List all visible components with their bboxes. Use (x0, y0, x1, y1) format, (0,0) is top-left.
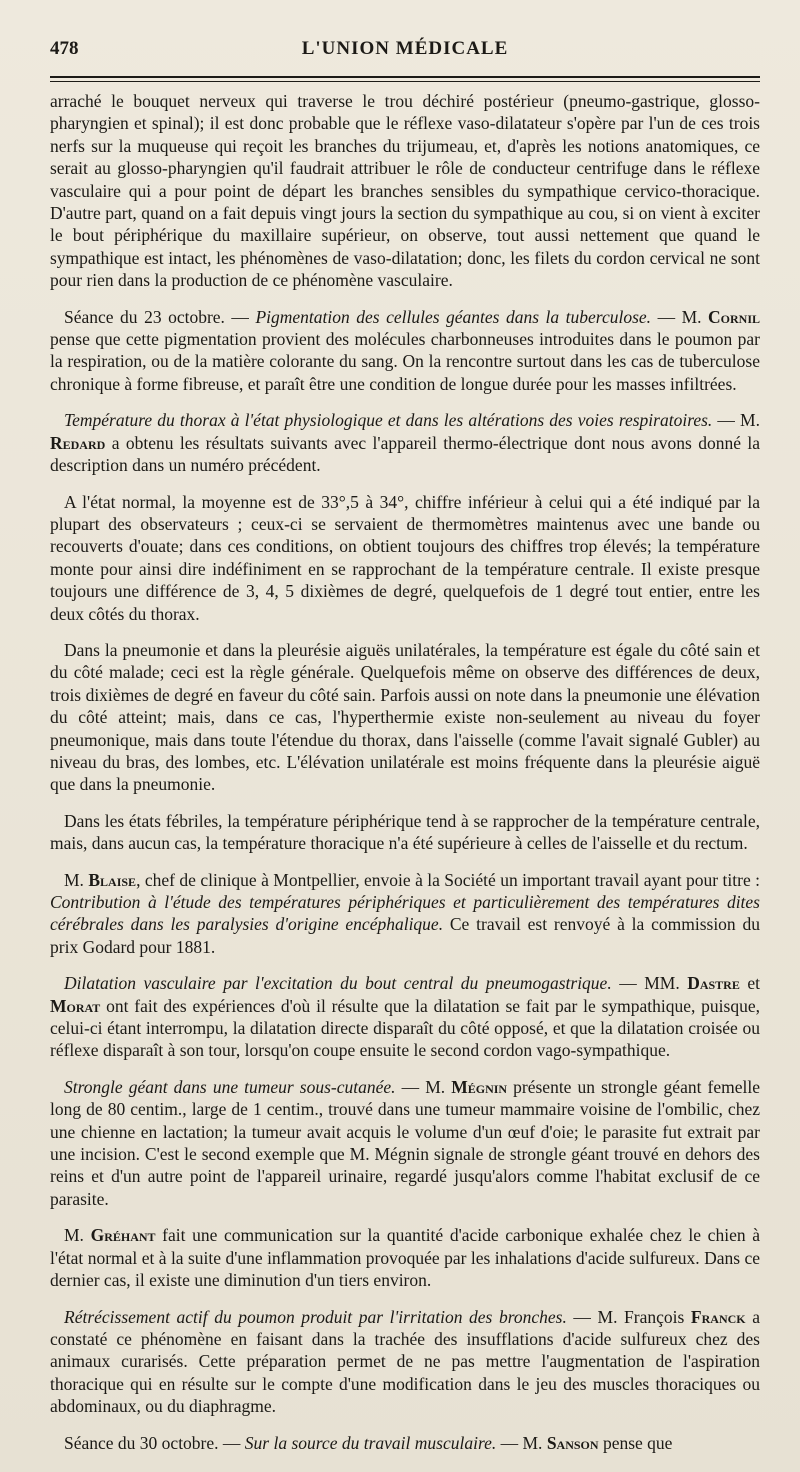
author-name: Sanson (546, 1432, 599, 1453)
paragraph: Dans la pneumonie et dans la pleurésie aiguës unilatérales, la température est égale du côté sain et du côté malade; ceci est la règle générale. Quelquefois même on observe des différences de deux, trois dixièmes de degré en faveur du côté sain. Parfois aussi on note dans la pneumonie une élévation du côté atteint; mais, dans ce cas, l'hyperthermie existe non-seulement au niveau du foyer pneumonique, mais dans toute l'étendue du thorax, dans l'aisselle (comme l'avait signalé Gubler) au niveau du bras, des lombes, etc. L'élévation unilatérale est moins fréquente dans la pleurésie aiguë que dans la pneumonie. (50, 639, 760, 795)
section-title: Rétrécissement actif du poumon produit par l'irritation des bronches. (64, 1306, 567, 1327)
paragraph-blaise: M. Blaise, chef de clinique à Montpellier, envoie à la Société un important travail ayant pour titre : Contribution à l'étude des températures périphériques et particulièrement des températures dites cérébrales dans les paralysies d'origine encéphalique. Ce travail est renvoyé à la commission du prix Godard pour 1881. (50, 869, 761, 957)
section-title: Pigmentation des cellules géantes dans la tuberculose. (255, 306, 652, 327)
author-name: Dastre (687, 973, 740, 994)
author-name: Gréhant (90, 1225, 156, 1246)
paragraph-retrecissement: Rétrécissement actif du poumon produit par l'irritation des bronches. — M. François Franck a constaté ce phénomène en faisant dans la trachée des insufflations d'acide sulfureux chez des animaux curarisés. Cette préparation permet de ne pas mettre l'augmentation de l'aspiration thoracique qui en résulte sur le compte d'une modification dans le jeu des muscles thoraciques ou abdominaux, ou du diaphragme. (50, 1306, 760, 1417)
work-title: Contribution à l'étude des températures périphériques et particulièrement des températures dites cérébrales dans les paralysies d'origine encéphalique. (50, 892, 760, 935)
section-title: Dilatation vasculaire par l'excitation du bout central du pneumogastrique. (64, 973, 612, 994)
paragraph-session-30-oct: Séance du 30 octobre. — Sur la source du travail musculaire. — M. Sanson pense que (64, 1432, 673, 1453)
page-number: 478 (50, 38, 79, 59)
author-name: Blaise (88, 869, 137, 890)
paragraph-strongle: Strongle géant dans une tumeur sous-cutanée. — M. Mégnin présente un strongle géant femelle long de 80 centim., large de 1 centim., trouvé dans une tumeur mammaire voisine de l'ombilic, chez une chienne en lactation; la tumeur avait acquis le volume d'un œuf d'oie; le parasite fut extrait par une incision. C'est le second exemple que M. Mégnin signale de strongle géant trouvé en dehors des reins et d'un autre point de l'appareil urinaire, regardé jusqu'alors comme l'habitat exclusif de ce parasite. (50, 1076, 760, 1209)
paragraph: A l'état normal, la moyenne est de 33°,5 à 34°, chiffre inférieur à celui qui a été indiqué par la plupart des observateurs ; ceux-ci se servaient de thermomètres maintenus avec une bande ou recouverts d'ouate; dans ces conditions, on obtient toujours des chiffres trop élevés; la température monte pour ainsi dire indéfiniment en se rapprochant de la température centrale. Il existe presque toujours une différence de 3, 4, 5 dixièmes de degré, quelquefois de 1 degré tout entier, entre les deux côtés du thorax. (50, 491, 760, 624)
paragraph: arraché le bouquet nerveux qui traverse le trou déchiré postérieur (pneumo-gastrique, glosso-pharyngien et spinal); il est donc probable que le réflexe vaso-dilatateur s'opère par l'un de ces trois nerfs sur la muqueuse qui reçoit les branches du trijumeau, et, d'après les notions anatomiques, ce serait au glosso-pharyngien qu'il faudrait attribuer le rôle de conducteur centrifuge dans le réflexe vasculaire qui a pour point de départ les branches sensibles du sympathique cervico-thoracique. D'autre part, quand on a fait depuis vingt jours la section du sympathique au cou, si on vient à exciter le bout périphérique du maxillaire supérieur, on observe, tout aussi nettement que quand le sympathique est intact, les phénomènes de vaso-dilatation; donc, les filets du cordon cervical ne sont pour rien dans la production de ce phénomène vasculaire. (50, 91, 760, 291)
paragraph-dilatation: Dilatation vasculaire par l'excitation du bout central du pneumogastrique. — MM. Dastre et Morat ont fait des expériences d'où il résulte que la dilatation se fait par le sympathique, puisque, celui-ci étant interrompu, la dilatation directe disparaît du côté opposé, et que la dilatation croisée ou réflexe disparaît à son tour, lorsqu'on coupe ensuite le second cordon vago-sympathique. (50, 973, 760, 1061)
author-name: Cornil (708, 306, 761, 327)
author-name: Franck (690, 1306, 746, 1327)
header-rule-thin (50, 81, 760, 82)
paragraph-session-23-oct: Séance du 23 octobre. — Pigmentation des cellules géantes dans la tuberculose. — M. Cornil pense que cette pigmentation provient des molécules charbonneuses introduites dans le poumon par la respiration, ou de la matière colorante du sang. On la rencontre surtout dans les cas de tuberculose chronique à forme fibreuse, et paraît être une condition de longue durée pour les masses infiltrées. (50, 306, 761, 394)
section-title: Strongle géant dans une tumeur sous-cutanée. (64, 1076, 396, 1097)
paragraph-thorax-temperature: Température du thorax à l'état physiologique et dans les altérations des voies respiratoires. — M. Redard a obtenu les résultats suivants avec l'appareil thermo-électrique dont nous avons donné la description dans un numéro précédent. (50, 410, 760, 476)
paragraph-grehant: M. Gréhant fait une communication sur la quantité d'acide carbonique exhalée chez le chien à l'état normal et à la suite d'une inflammation provoquée par les inhalations d'acide sulfureux. Dans ce dernier cas, il existe une diminution d'un tiers environ. (50, 1225, 760, 1291)
section-title: Sur la source du travail musculaire. (244, 1432, 497, 1453)
page-header (50, 30, 760, 70)
author-name: Morat (50, 995, 101, 1016)
article-body (50, 90, 760, 1454)
paragraph: Dans les états fébriles, la température périphérique tend à se rapprocher de la température centrale, mais, dans aucun cas, la température thoracique n'a été supérieure à celles de l'aisselle et du rectum. (50, 810, 760, 854)
author-name: Mégnin (451, 1076, 508, 1097)
running-title: L'UNION MÉDICALE (301, 38, 509, 59)
author-name: Redard (50, 432, 106, 453)
header-rule (50, 76, 760, 78)
section-title: Température du thorax à l'état physiologique et dans les altérations des voies respiratoires. (64, 410, 713, 431)
